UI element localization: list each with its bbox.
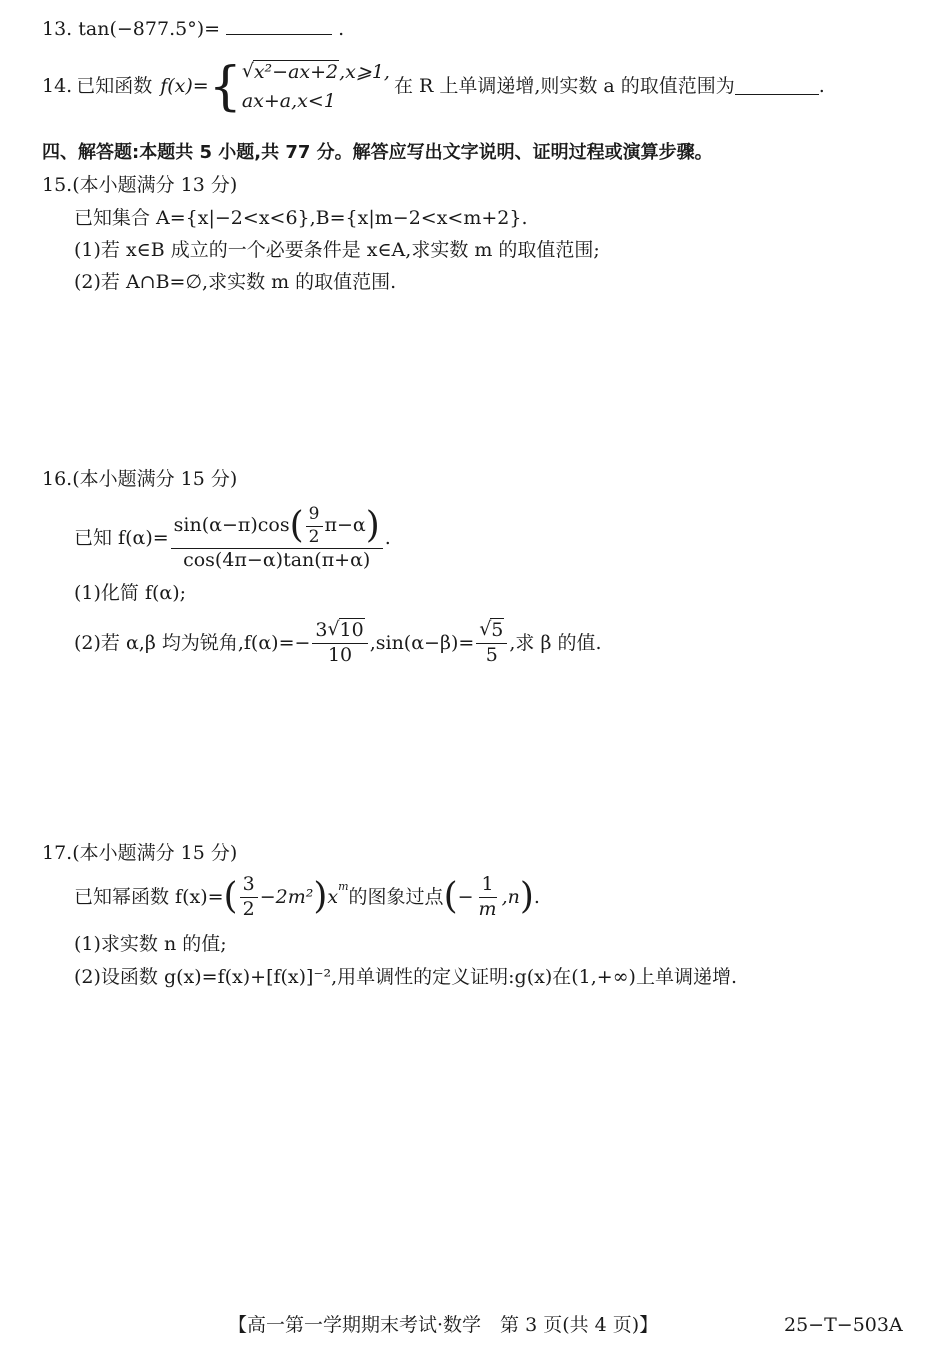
q14-case1-sqrt: √ x²−ax+2 xyxy=(242,58,339,87)
q14-suffix: 在 R 上单调递增,则实数 a 的取值范围为 xyxy=(393,75,735,98)
footer-code: 25−T−503A xyxy=(784,1314,903,1336)
q13-end: . xyxy=(338,18,345,40)
section-4-heading: 四、解答题:本题共 5 小题,共 77 分。解答应写出文字说明、证明过程或演算步骤。 xyxy=(42,142,713,163)
q13-expression: tan(−877.5°)= xyxy=(78,18,221,40)
q14-prefix: 已知函数 xyxy=(76,75,153,98)
q17-part-2: (2)设函数 g(x)=f(x)+[f(x)]⁻²,用单调性的定义证明:g(x)在(1,+∞)上单调递增. xyxy=(74,966,737,988)
q14-brace: { xyxy=(208,56,242,117)
q16-denominator: cos(4π−α)tan(π+α) xyxy=(183,549,371,572)
q17-point-fraction: $\frac{1}{m}$ xyxy=(478,873,497,920)
q16-stem-prefix: 已知 f(α)= xyxy=(74,527,169,550)
q16-stem-end: . xyxy=(384,527,391,550)
q17-coef-fraction: $\frac{3}{2}$ xyxy=(240,874,258,921)
q16-inner-fraction: $\frac{9}{2}$ xyxy=(306,505,323,547)
q14-piecewise xyxy=(242,58,390,115)
q17-stem: 已知幂函数 f(x)= ( $\frac{3}{2}$ −2m² ) x $^m$ 的图象过点 ( − $\frac{1}{m}$ ,n ) . xyxy=(74,873,540,920)
q13-number: 13. xyxy=(42,18,73,40)
q15-part-1: (1)若 x∈B 成立的一个必要条件是 x∈A,求实数 m 的取值范围; xyxy=(74,239,600,261)
q17-part-1: (1)求实数 n 的值; xyxy=(74,933,227,955)
q16-header: 16.(本小题满分 15 分) xyxy=(42,468,238,490)
q14-end: . xyxy=(818,75,825,98)
q16-part-1: (1)化简 f(α); xyxy=(74,582,187,604)
q17-header: 17.(本小题满分 15 分) xyxy=(42,842,238,864)
q16-part-2: (2)若 α,β 均为锐角,f(α)=− $\frac{3√ 10}{10}$ ,sin(α−β)= √ $\frac{5}{5}$ ,求 β 的值. xyxy=(74,620,602,667)
footer-title: 【高一第一学期期末考试·数学 第 3 页(共 4 页)】 xyxy=(228,1314,659,1336)
q16-numerator: sin(α−π)cos ( $\frac{9}{2}$ π−α ) xyxy=(171,505,383,549)
q15-part-2: (2)若 A∩B=∅,求实数 m 的取值范围. xyxy=(74,271,397,293)
q14-case-1: √ x²−ax+2,x⩾1, xyxy=(242,58,390,87)
q16-stem xyxy=(74,505,391,572)
q13-answer-blank xyxy=(226,34,332,35)
q16-fraction xyxy=(171,505,383,572)
question-14 xyxy=(42,58,825,115)
q15-stem: 已知集合 A={x|−2<x<6},B={x|m−2<x<m+2}. xyxy=(74,207,528,229)
q14-func: f(x)= xyxy=(160,75,209,98)
q14-number: 14. xyxy=(42,75,73,98)
q15-header: 15.(本小题满分 13 分) xyxy=(42,174,238,196)
q14-case-2: ax+a,x<1 xyxy=(241,89,336,112)
q16-value-fraction: $\frac{3√ 10}{10}$ xyxy=(312,620,367,667)
question-13 xyxy=(42,18,344,41)
q16-sin-fraction: √ $\frac{5}{5}$ xyxy=(476,620,507,667)
q14-answer-blank xyxy=(735,94,819,95)
